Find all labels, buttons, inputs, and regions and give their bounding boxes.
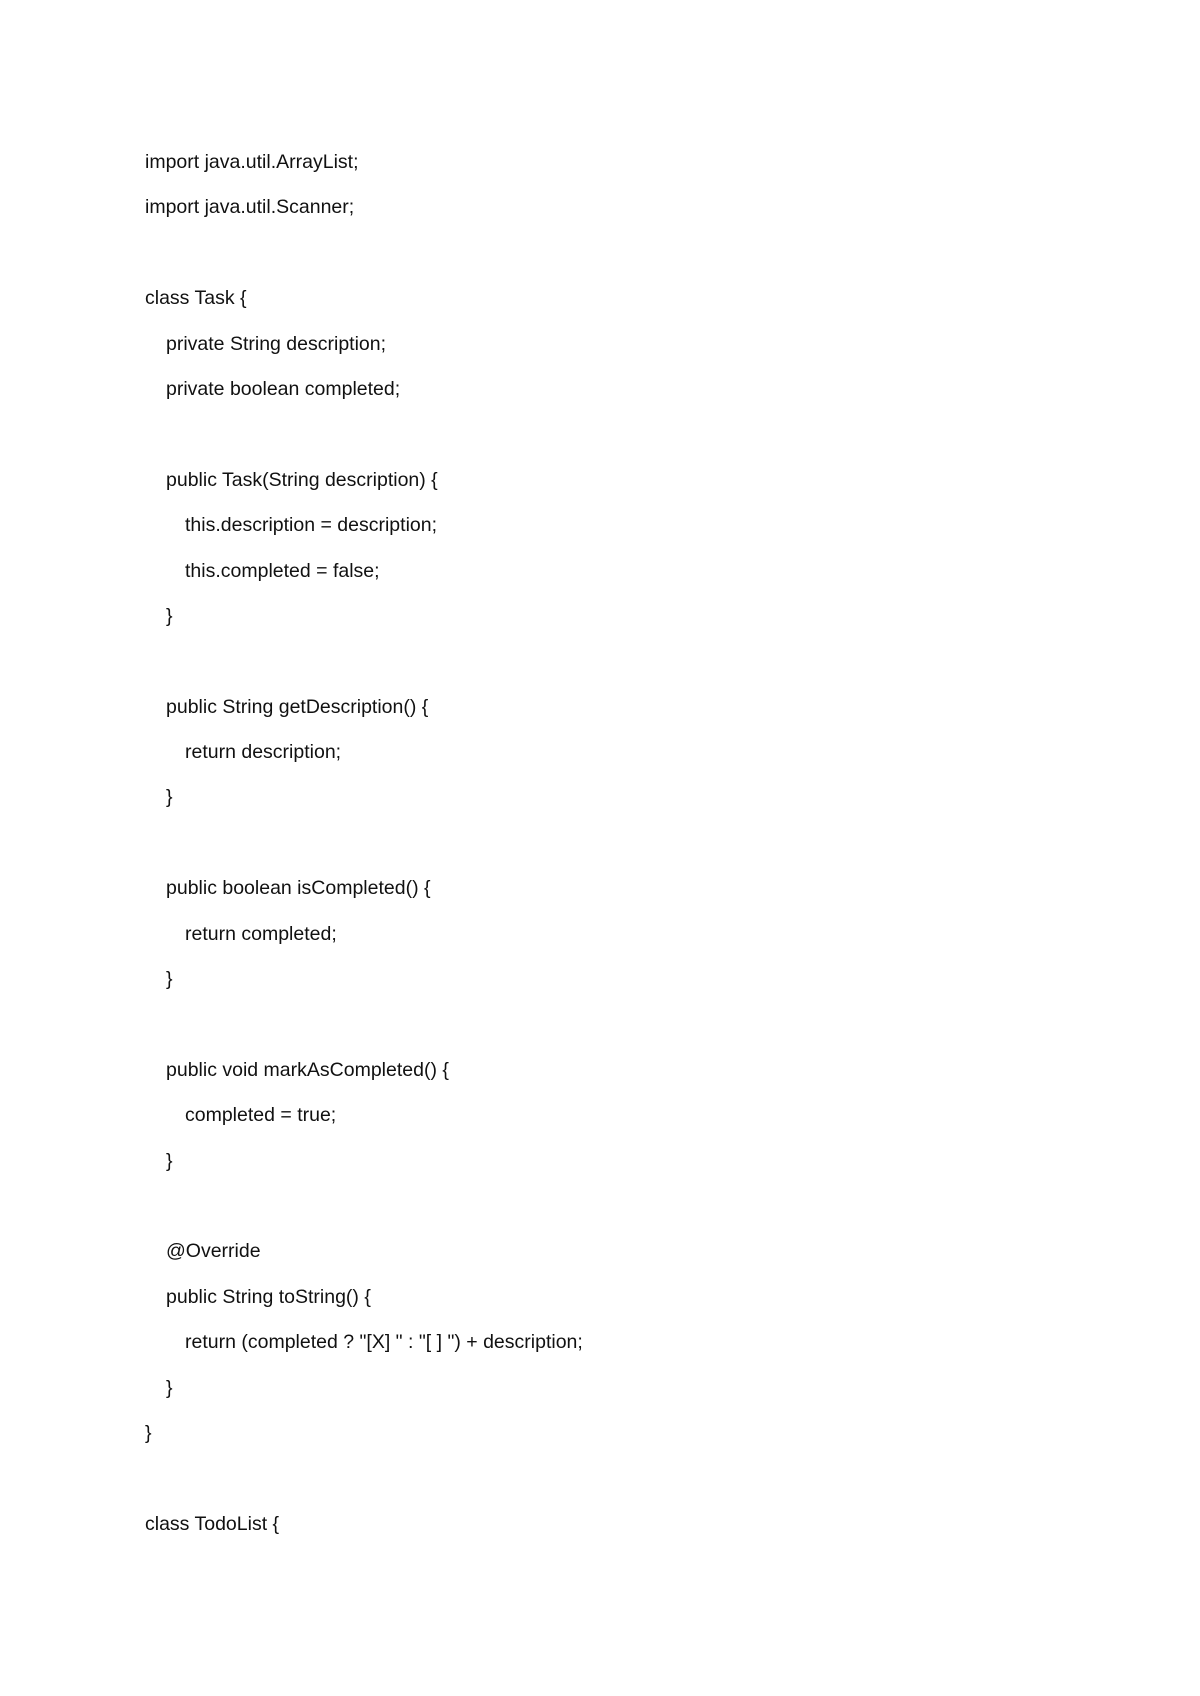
code-line [145, 1002, 1105, 1047]
code-line: this.description = description; [185, 514, 438, 537]
code-line: return description; [185, 741, 342, 764]
code-line [145, 639, 1105, 684]
code-line: } [166, 1149, 173, 1172]
code-line: public String getDescription() { [166, 695, 429, 718]
code-line [145, 1456, 1105, 1501]
code-line: } [145, 1421, 152, 1444]
code-line: class Task { [145, 287, 247, 310]
code-line: public boolean isCompleted() { [166, 877, 431, 900]
code-line: private String description; [166, 332, 387, 355]
code-line: } [166, 1376, 173, 1399]
code-line: return completed; [185, 922, 337, 945]
code-line: } [166, 786, 173, 809]
code-line: } [166, 604, 173, 627]
code-line [145, 231, 1105, 276]
code-line: @Override [166, 1240, 261, 1263]
code-line: public String toString() { [166, 1285, 371, 1308]
code-line: return (completed ? "[X] " : "[ ] ") + description; [185, 1331, 583, 1354]
code-line: public void markAsCompleted() { [166, 1058, 449, 1081]
code-line: this.completed = false; [185, 559, 380, 582]
code-line: completed = true; [185, 1104, 337, 1127]
code-line: } [166, 968, 173, 991]
code-line [145, 412, 1105, 457]
code-line: public Task(String description) { [166, 468, 438, 491]
code-line: import java.util.Scanner; [145, 196, 355, 219]
code-line [145, 1184, 1105, 1229]
code-line: class TodoList { [145, 1512, 280, 1535]
code-line: import java.util.ArrayList; [145, 151, 359, 173]
code-block [145, 140, 1105, 1547]
code-line [145, 821, 1105, 866]
code-line: private boolean completed; [166, 377, 401, 400]
